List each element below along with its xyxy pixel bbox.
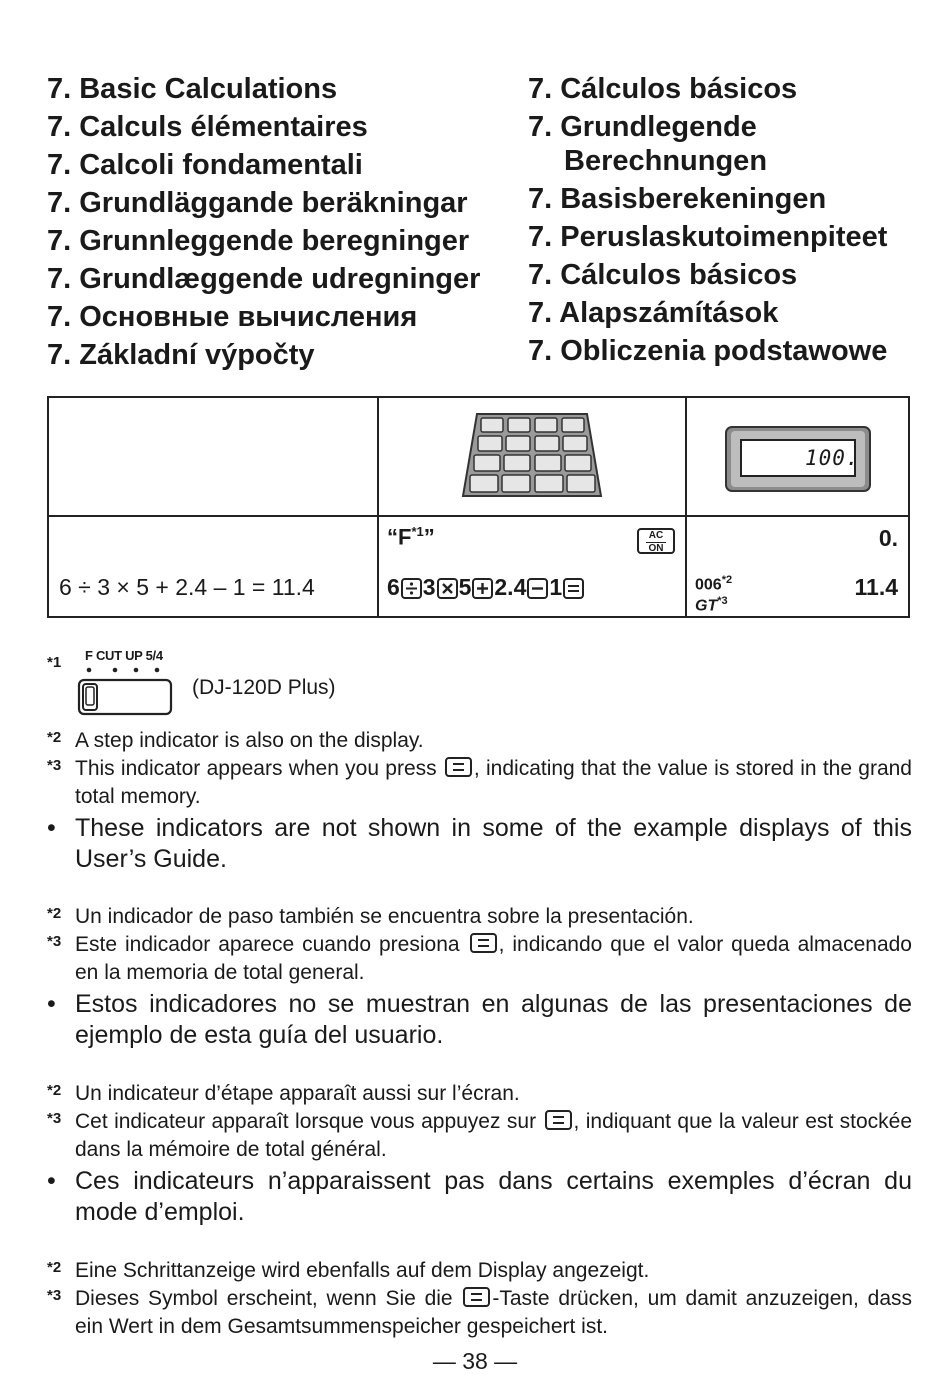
key-3: 3 [422,574,436,600]
heading-nl: 7. Basisberekeningen [528,183,827,215]
footnote-mark: *2 [47,1259,62,1276]
table-divider [49,515,908,517]
divide-key-icon [401,578,422,599]
key-5: 5 [458,574,472,600]
gt-note-end: -Taste drücken, um damit anzuzeigen, dass ein Wert in dem Gesamtsummenspeicher gespeichert ist. [75,1287,913,1338]
key-2-4: 2.4 [494,574,527,600]
gt-note-start: Este indicador aparece cuando presiona [75,933,460,956]
equals-key-icon [445,757,472,777]
heading-no: 7. Grunnleggende beregninger [47,225,470,257]
switch-note-mark: *1 [47,654,62,671]
step-indicator-note: Un indicateur d’étape apparaît aussi sur l’écran. [75,1082,520,1105]
notes-en [47,727,912,875]
heading-da: 7. Grundlæggende udregninger [47,263,481,295]
rounding-switch-icon [75,664,175,718]
notes-de [47,1257,912,1341]
equals-key-icon [563,578,584,599]
table-divider [685,398,687,616]
display-indicators [695,572,732,615]
step-indicator-note: Eine Schrittanzeige wird ebenfalls auf dem Display angezeigt. [75,1259,650,1282]
indicator-bullet: Estos indicadores no se muestran en algunas de las presentaciones de ejemplo de esta guía del usuario. [75,990,912,1049]
footnote-mark: *3 [47,757,62,774]
headings-left-column [47,70,527,374]
key-1: 1 [549,574,563,600]
step-indicator-note: A step indicator is also on the display. [75,729,424,752]
step-indicator: 006 [695,576,722,594]
setting-instruction [387,524,435,550]
example-expression: 6 ÷ 3 × 5 + 2.4 – 1 = 11.4 [59,574,315,600]
gt-note-end: , indicando que el valor queda almacenado en la memoria de total general. [75,933,912,984]
equals-key-icon [463,1287,490,1307]
ac-on-key [637,528,675,556]
result-zero: 0. [878,525,898,551]
bullet: • [47,814,56,842]
minus-key-icon [527,578,548,599]
heading-it: 7. Calcoli fondamentali [47,149,363,181]
indicator-bullet: These indicators are not shown in some of the example displays of this User’s Guide. [75,814,912,873]
notes-es [47,903,912,1051]
bullet: • [47,990,56,1018]
example-table [47,396,910,618]
heading-de-1: 7. Grundlegende [528,111,757,143]
equals-key-icon [470,933,497,953]
ac-on-key-icon [637,528,675,554]
display-illustration [725,426,871,497]
gt-indicator-mark: *3 [717,595,728,608]
heading-cs: 7. Základní výpočty [47,339,315,371]
heading-fi: 7. Peruslaskutoimenpiteet [528,221,888,253]
ac-label: AC [648,530,664,541]
heading-pt: 7. Cálculos básicos [528,259,798,291]
table-divider [377,398,379,616]
gt-note-end: , indiquant que la valeur est stockée dans la mémoire de total général. [75,1110,913,1161]
plus-key-icon [472,578,493,599]
page-number: — 38 — [432,1348,518,1374]
heading-de-2: Berechnungen [564,145,768,177]
on-label: ON [648,543,664,554]
heading-sv: 7. Grundläggande beräkningar [47,187,468,219]
step-indicator-note: Un indicador de paso también se encuentra sobre la presentación. [75,905,694,928]
keypad-illustration [459,412,605,507]
footnote-mark: *2 [47,1082,62,1099]
gt-note-start: Cet indicateur apparaît lorsque vous appuyez sur [75,1110,537,1133]
key-6: 6 [387,574,400,600]
heading-es: 7. Cálculos básicos [528,73,798,105]
step-indicator-mark: *2 [721,574,733,586]
display-sample-value: 100. [805,446,860,470]
heading-hu: 7. Alapszámítások [528,297,779,329]
footnote-mark: *2 [47,729,62,746]
result-value: 11.4 [854,574,898,600]
gt-note-start: This indicator appears when you press [75,757,437,780]
gt-note-end: , indicating that the value is stored in the grand total memory. [75,757,912,808]
bullet: • [47,1167,56,1195]
heading-pl: 7. Obliczenia podstawowe [528,335,888,367]
footnote-mark: *3 [47,1110,62,1127]
heading-en: 7. Basic Calculations [47,73,338,105]
gt-note-start: Dieses Symbol erscheint, wenn Sie die [75,1287,453,1310]
switch-note [47,650,912,720]
multiply-key-icon [437,578,458,599]
indicator-bullet: Ces indicateurs n’apparaissent pas dans certains exemples d’écran du mode d’emploi. [75,1167,912,1226]
model-name: (DJ-120D Plus) [192,676,336,699]
setting-label: “F [387,524,412,550]
headings-right-column [528,70,928,370]
gt-indicator: GT [695,597,718,615]
switch-labels: F CUT UP 5/4 [85,648,163,663]
footnote-mark: *2 [47,905,62,922]
setting-close-quote: ” [423,524,435,550]
heading-fr: 7. Calculs élémentaires [47,111,368,143]
setting-footnote-mark: *1 [411,524,424,539]
key-sequence [387,574,585,601]
notes-fr [47,1080,912,1228]
footnote-mark: *3 [47,1287,62,1304]
heading-ru: 7. Основные вычисления [47,301,418,333]
equals-key-icon [545,1110,572,1130]
footnote-mark: *3 [47,933,62,950]
